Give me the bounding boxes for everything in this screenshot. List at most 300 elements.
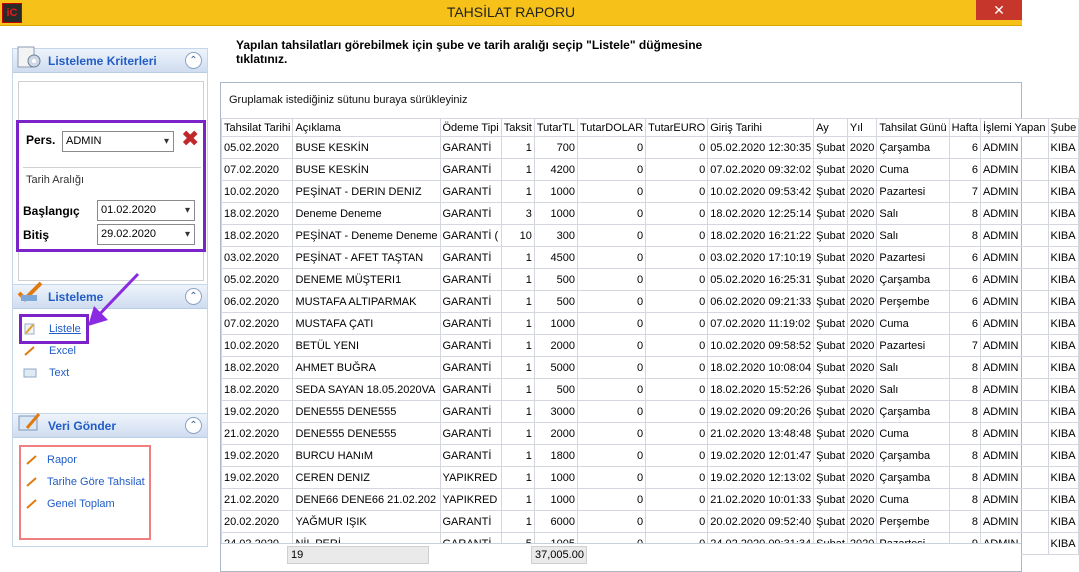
table-cell: KIBA (1048, 181, 1079, 203)
table-cell: 8 (949, 511, 980, 533)
table-cell: 2020 (847, 335, 876, 357)
pers-label: Pers. (26, 133, 56, 147)
table-cell: Şubat (814, 181, 848, 203)
start-date-picker[interactable]: 01.02.2020 ▾ (97, 200, 195, 221)
table-cell: KIBA (1048, 401, 1079, 423)
pencil-icon (25, 498, 39, 510)
table-cell: 2020 (847, 313, 876, 335)
table-cell: 21.02.2020 13:48:48 (708, 423, 814, 445)
table-cell: YAĞMUR IŞIK (293, 511, 440, 533)
table-cell: Şubat (814, 159, 848, 181)
table-cell: 1 (501, 445, 534, 467)
table-cell: 05.02.2020 (222, 269, 293, 291)
table-cell: KIBA (1048, 379, 1079, 401)
table-cell: YAPIKRED (440, 467, 501, 489)
table-cell: ADMIN (980, 445, 1048, 467)
table-cell: 1 (501, 247, 534, 269)
table-cell: Salı (877, 225, 949, 247)
table-cell: BURCU HANıM (293, 445, 440, 467)
table-cell: Salı (877, 203, 949, 225)
start-label: Başlangıç (23, 204, 80, 218)
table-cell: 3 (501, 203, 534, 225)
table-cell: 2020 (847, 401, 876, 423)
table-cell: 18.02.2020 12:25:14 (708, 203, 814, 225)
table-cell: MUSTAFA ÇATI (293, 313, 440, 335)
table-cell: 0 (646, 511, 708, 533)
table-cell: 0 (577, 423, 645, 445)
table-row[interactable] (222, 511, 1079, 533)
table-cell: 0 (577, 511, 645, 533)
table-cell: 1 (501, 159, 534, 181)
table-cell: 0 (577, 159, 645, 181)
table-cell: GARANTİ (440, 269, 501, 291)
table-cell: 8 (949, 225, 980, 247)
table-cell: 03.02.2020 (222, 247, 293, 269)
table-cell: 6 (949, 137, 980, 159)
table-cell: 7 (949, 335, 980, 357)
table-cell: 6 (949, 159, 980, 181)
table-cell: 2020 (847, 467, 876, 489)
table-cell: 2020 (847, 181, 876, 203)
table-cell: ADMIN (980, 181, 1048, 203)
table-cell: Şubat (814, 423, 848, 445)
table-cell: DENE66 DENE66 21.02.202 (293, 489, 440, 511)
column-header[interactable]: Hafta (949, 119, 980, 137)
table-cell: 1 (501, 423, 534, 445)
column-header[interactable]: TutarTL (534, 119, 577, 137)
table-cell: 1 (501, 137, 534, 159)
table-cell: ADMIN (980, 225, 1048, 247)
pers-select[interactable]: ADMIN ▾ (62, 131, 174, 152)
table-cell: KIBA (1048, 159, 1079, 181)
table-cell: 500 (534, 269, 577, 291)
table-cell: 0 (646, 247, 708, 269)
table-cell: 06.02.2020 (222, 291, 293, 313)
collapse-icon[interactable]: ⌃ (185, 417, 202, 434)
table-cell: ADMIN (980, 159, 1048, 181)
divider (23, 167, 201, 168)
table-cell: Perşembe (877, 511, 949, 533)
table-cell: 8 (949, 203, 980, 225)
table-row[interactable] (222, 423, 1079, 445)
table-cell: 10 (501, 225, 534, 247)
table-cell: 10.02.2020 (222, 181, 293, 203)
title-bar (0, 0, 1022, 26)
table-cell: 05.02.2020 12:30:35 (708, 137, 814, 159)
table-cell: GARANTİ ( (440, 225, 501, 247)
table-cell: Şubat (814, 269, 848, 291)
table-cell: 2020 (847, 379, 876, 401)
table-cell: 0 (577, 445, 645, 467)
chevron-down-icon: ▾ (163, 136, 169, 147)
table-cell: Cuma (877, 159, 949, 181)
table-cell: Şubat (814, 137, 848, 159)
table-cell: GARANTİ (440, 247, 501, 269)
table-cell: KIBA (1048, 445, 1079, 467)
table-cell: 18.02.2020 (222, 379, 293, 401)
table-cell: 8 (949, 401, 980, 423)
table-cell: Cuma (877, 489, 949, 511)
table-cell: 7 (949, 181, 980, 203)
table-cell: YAPIKRED (440, 489, 501, 511)
table-cell: 6 (949, 269, 980, 291)
table-cell: 1800 (534, 445, 577, 467)
table-cell: Pazartesi (877, 181, 949, 203)
table-cell: ADMIN (980, 313, 1048, 335)
criteria-header (13, 49, 207, 73)
column-header[interactable]: Şube (1048, 119, 1079, 137)
table-cell: CEREN DENIZ (293, 467, 440, 489)
table-cell: 6 (949, 247, 980, 269)
table-row[interactable] (222, 159, 1079, 181)
table-cell: 18.02.2020 16:21:22 (708, 225, 814, 247)
table-cell: GARANTİ (440, 445, 501, 467)
table-cell: 2020 (847, 247, 876, 269)
table-cell: KIBA (1048, 511, 1079, 533)
table-cell: 0 (646, 335, 708, 357)
table-cell: ADMIN (980, 203, 1048, 225)
table-cell: 19.02.2020 12:01:47 (708, 445, 814, 467)
table-cell: 1 (501, 379, 534, 401)
table-cell: 18.02.2020 10:08:04 (708, 357, 814, 379)
table-cell: KIBA (1048, 467, 1079, 489)
table-cell: KIBA (1048, 225, 1079, 247)
table-cell: 0 (646, 203, 708, 225)
table-cell: 07.02.2020 09:32:02 (708, 159, 814, 181)
table-cell: GARANTİ (440, 313, 501, 335)
close-button[interactable]: ✕ (976, 0, 1022, 20)
chevron-down-icon: ▾ (184, 229, 190, 240)
table-row[interactable] (222, 445, 1079, 467)
row-count: 19 (287, 546, 429, 564)
gear-document-icon (15, 43, 45, 71)
group-hint: Gruplamak istediğiniz sütunu buraya sürükleyiniz (229, 94, 468, 106)
table-footer (221, 543, 1021, 567)
table-cell: DENE555 DENE555 (293, 401, 440, 423)
end-date-picker[interactable]: 29.02.2020 ▾ (97, 224, 195, 245)
table-cell: Cuma (877, 423, 949, 445)
table-cell: 0 (577, 291, 645, 313)
pencil-icon (25, 454, 39, 466)
table-cell: 6000 (534, 511, 577, 533)
table-cell: 1 (501, 181, 534, 203)
table-cell: Şubat (814, 489, 848, 511)
table-cell: 20.02.2020 (222, 511, 293, 533)
table-cell: 1000 (534, 181, 577, 203)
table-cell: 0 (646, 159, 708, 181)
info-text: Yapılan tahsilatları görebilmek için şube ve tarih aralığı seçip "Listele" düğmesine tıklatınız. (236, 38, 703, 66)
window-title: TAHSİLAT RAPORU (446, 4, 576, 20)
chevron-down-icon: ▾ (184, 205, 190, 216)
table-cell: DENEME MÜŞTERI1 (293, 269, 440, 291)
table-cell: ADMIN (980, 467, 1048, 489)
table-cell: Şubat (814, 401, 848, 423)
left-sidebar (0, 26, 218, 572)
table-cell: Çarşamba (877, 467, 949, 489)
table-cell: 3000 (534, 401, 577, 423)
table-cell: 1 (501, 467, 534, 489)
table-cell: ADMIN (980, 401, 1048, 423)
table-cell: 0 (646, 445, 708, 467)
table-cell: BUSE KESKİN (293, 137, 440, 159)
table-cell: DENE555 DENE555 (293, 423, 440, 445)
table-cell: 300 (534, 225, 577, 247)
table-cell: KIBA (1048, 291, 1079, 313)
table-cell: 500 (534, 291, 577, 313)
column-header[interactable]: Tahsilat Günü (877, 119, 949, 137)
table-row[interactable] (222, 313, 1079, 335)
table-cell: Şubat (814, 467, 848, 489)
table-cell: 6 (949, 313, 980, 335)
criteria-title: Listeleme Kriterleri (48, 54, 157, 68)
column-header[interactable]: Giriş Tarihi (708, 119, 814, 137)
table-cell: KIBA (1048, 533, 1079, 555)
table-cell: 0 (646, 423, 708, 445)
table-cell: 1 (501, 489, 534, 511)
table-cell: 2020 (847, 489, 876, 511)
table-cell: Şubat (814, 335, 848, 357)
table-cell: 4500 (534, 247, 577, 269)
table-cell: Çarşamba (877, 269, 949, 291)
listing-title: Listeleme (48, 290, 104, 304)
table-cell: 2020 (847, 137, 876, 159)
table-cell: ADMIN (980, 489, 1048, 511)
table-cell: Pazartesi (877, 335, 949, 357)
table-cell: KIBA (1048, 423, 1079, 445)
table-cell: 0 (646, 401, 708, 423)
table-cell: Cuma (877, 313, 949, 335)
pencil-icon (25, 476, 39, 488)
table-cell: ADMIN (980, 379, 1048, 401)
table-row[interactable] (222, 379, 1079, 401)
column-header[interactable]: Ödeme Tipi (440, 119, 501, 137)
table-cell: Şubat (814, 511, 848, 533)
table-row[interactable] (222, 247, 1079, 269)
table-cell: 8 (949, 357, 980, 379)
group-panel[interactable] (221, 83, 1021, 119)
collections-table (221, 118, 1079, 555)
table-cell: 2020 (847, 511, 876, 533)
table-cell: 0 (577, 467, 645, 489)
table-cell: 2020 (847, 445, 876, 467)
table-cell: 0 (577, 313, 645, 335)
table-cell: ADMIN (980, 335, 1048, 357)
text-file-icon (23, 367, 37, 379)
table-cell: ADMIN (980, 137, 1048, 159)
main-area (218, 26, 1077, 572)
table-row[interactable] (222, 269, 1079, 291)
total-tl: 37,005.00 (531, 546, 587, 564)
column-header[interactable]: TutarEURO (646, 119, 708, 137)
table-cell: 1 (501, 401, 534, 423)
table-cell: GARANTİ (440, 159, 501, 181)
table-cell: 21.02.2020 (222, 489, 293, 511)
send-title: Veri Gönder (48, 419, 117, 433)
table-cell: 0 (646, 357, 708, 379)
table-row[interactable] (222, 203, 1079, 225)
table-cell: 2020 (847, 357, 876, 379)
table-cell: GARANTİ (440, 203, 501, 225)
table-row[interactable] (222, 489, 1079, 511)
table-cell: Çarşamba (877, 401, 949, 423)
table-cell: GARANTİ (440, 401, 501, 423)
table-cell: ADMIN (980, 511, 1048, 533)
table-cell: 0 (646, 137, 708, 159)
table-cell: 0 (646, 379, 708, 401)
table-cell: 8 (949, 445, 980, 467)
table-cell: KIBA (1048, 203, 1079, 225)
app-icon: iC (2, 3, 22, 23)
column-header[interactable]: TutarDOLAR (577, 119, 645, 137)
table-cell: 19.02.2020 (222, 401, 293, 423)
table-cell: 0 (646, 291, 708, 313)
table-cell: 0 (577, 137, 645, 159)
table-row[interactable] (222, 137, 1079, 159)
table-cell: 8 (949, 423, 980, 445)
table-row[interactable] (222, 357, 1079, 379)
column-header[interactable]: İşlemi Yapan (980, 119, 1048, 137)
date-range-label: Tarih Aralığı (26, 174, 85, 186)
column-header[interactable]: Yıl (847, 119, 876, 137)
table-cell: 1 (501, 291, 534, 313)
table-cell: 700 (534, 137, 577, 159)
table-row[interactable] (222, 291, 1079, 313)
table-cell: 1000 (534, 467, 577, 489)
table-cell: Şubat (814, 313, 848, 335)
end-label: Bitiş (23, 228, 50, 242)
table-cell: 07.02.2020 (222, 313, 293, 335)
table-cell: 0 (646, 181, 708, 203)
table-cell: GARANTİ (440, 181, 501, 203)
data-grid (220, 82, 1077, 572)
table-cell: PEŞİNAT - DERIN DENIZ (293, 181, 440, 203)
table-cell: KIBA (1048, 269, 1079, 291)
table-cell: 0 (577, 357, 645, 379)
table-cell: 2020 (847, 423, 876, 445)
table-cell: BETÜL YENI (293, 335, 440, 357)
book-pen-icon (15, 408, 45, 436)
table-row[interactable] (222, 335, 1079, 357)
table-cell: 18.02.2020 (222, 357, 293, 379)
table-cell: GARANTİ (440, 291, 501, 313)
table-cell: 21.02.2020 10:01:33 (708, 489, 814, 511)
table-cell: 8 (949, 489, 980, 511)
table-cell: 2000 (534, 423, 577, 445)
table-cell: ADMIN (980, 423, 1048, 445)
table-cell: GARANTİ (440, 335, 501, 357)
pen-icon (23, 323, 37, 335)
table-cell: 18.02.2020 (222, 225, 293, 247)
table-cell: Şubat (814, 203, 848, 225)
column-header[interactable]: Ay (814, 119, 848, 137)
table-cell: 0 (646, 313, 708, 335)
table-cell: Salı (877, 357, 949, 379)
table-cell: 10.02.2020 (222, 335, 293, 357)
table-cell: 0 (577, 269, 645, 291)
table-row[interactable] (222, 181, 1079, 203)
table-cell: Şubat (814, 247, 848, 269)
table-cell: 2020 (847, 203, 876, 225)
table-cell: BUSE KESKİN (293, 159, 440, 181)
table-cell: 0 (577, 489, 645, 511)
table-cell: 2020 (847, 269, 876, 291)
listing-panel: Listeleme ⌃ Listele Excel Text (12, 284, 208, 418)
table-cell: 19.02.2020 (222, 445, 293, 467)
table-cell: 07.02.2020 11:19:02 (708, 313, 814, 335)
send-header (13, 414, 207, 438)
table-cell: 0 (577, 225, 645, 247)
table-cell: Şubat (814, 291, 848, 313)
table-cell: 1 (501, 313, 534, 335)
collapse-icon[interactable]: ⌃ (185, 52, 202, 69)
table-cell: GARANTİ (440, 137, 501, 159)
table-cell: 1 (501, 511, 534, 533)
table-cell: SEDA SAYAN 18.05.2020VA (293, 379, 440, 401)
column-header[interactable]: Taksit (501, 119, 534, 137)
table-cell: KIBA (1048, 313, 1079, 335)
table-cell: 0 (646, 269, 708, 291)
table-cell: 1 (501, 357, 534, 379)
table-cell: 5000 (534, 357, 577, 379)
table-cell: 21.02.2020 (222, 423, 293, 445)
table-cell: Deneme Deneme (293, 203, 440, 225)
table-cell: Şubat (814, 357, 848, 379)
table-cell: 19.02.2020 12:13:02 (708, 467, 814, 489)
table-cell: 10.02.2020 09:58:52 (708, 335, 814, 357)
table-cell: Perşembe (877, 291, 949, 313)
table-cell: 0 (577, 247, 645, 269)
table-cell: GARANTİ (440, 423, 501, 445)
table-cell: 6 (949, 291, 980, 313)
criteria-panel (12, 48, 208, 286)
table-cell: 0 (646, 489, 708, 511)
table-row[interactable] (222, 401, 1079, 423)
table-row[interactable] (222, 225, 1079, 247)
table-cell: 2000 (534, 335, 577, 357)
send-panel: Veri Gönder ⌃ Rapor Tarihe Göre Tahsilat Genel Toplam (12, 413, 208, 547)
table-cell: 500 (534, 379, 577, 401)
collapse-icon[interactable]: ⌃ (185, 288, 202, 305)
table-cell: KIBA (1048, 357, 1079, 379)
table-cell: GARANTİ (440, 357, 501, 379)
table-cell: KIBA (1048, 247, 1079, 269)
table-cell: KIBA (1048, 335, 1079, 357)
table-cell: 20.02.2020 09:52:40 (708, 511, 814, 533)
table-cell: ADMIN (980, 247, 1048, 269)
table-cell: 03.02.2020 17:10:19 (708, 247, 814, 269)
table-cell: 19.02.2020 (222, 467, 293, 489)
table-cell: Çarşamba (877, 445, 949, 467)
table-cell: 0 (646, 225, 708, 247)
table-cell: Pazartesi (877, 247, 949, 269)
table-cell: 0 (646, 467, 708, 489)
column-header[interactable]: Tahsilat Tarihi (222, 119, 293, 137)
table-cell: PEŞİNAT - Deneme Deneme (293, 225, 440, 247)
table-row[interactable] (222, 467, 1079, 489)
table-cell: 0 (577, 401, 645, 423)
clear-icon[interactable]: ✖ (181, 126, 200, 151)
table-cell: 1000 (534, 313, 577, 335)
table-cell: PEŞİNAT - AFET TAŞTAN (293, 247, 440, 269)
table-cell: 2020 (847, 225, 876, 247)
table-cell: 18.02.2020 (222, 203, 293, 225)
table-cell: Çarşamba (877, 137, 949, 159)
column-header[interactable]: Açıklama (293, 119, 440, 137)
table-cell: 18.02.2020 15:52:26 (708, 379, 814, 401)
table-cell: AHMET BUĞRA (293, 357, 440, 379)
table-cell: 2020 (847, 159, 876, 181)
table-header (222, 119, 1079, 137)
